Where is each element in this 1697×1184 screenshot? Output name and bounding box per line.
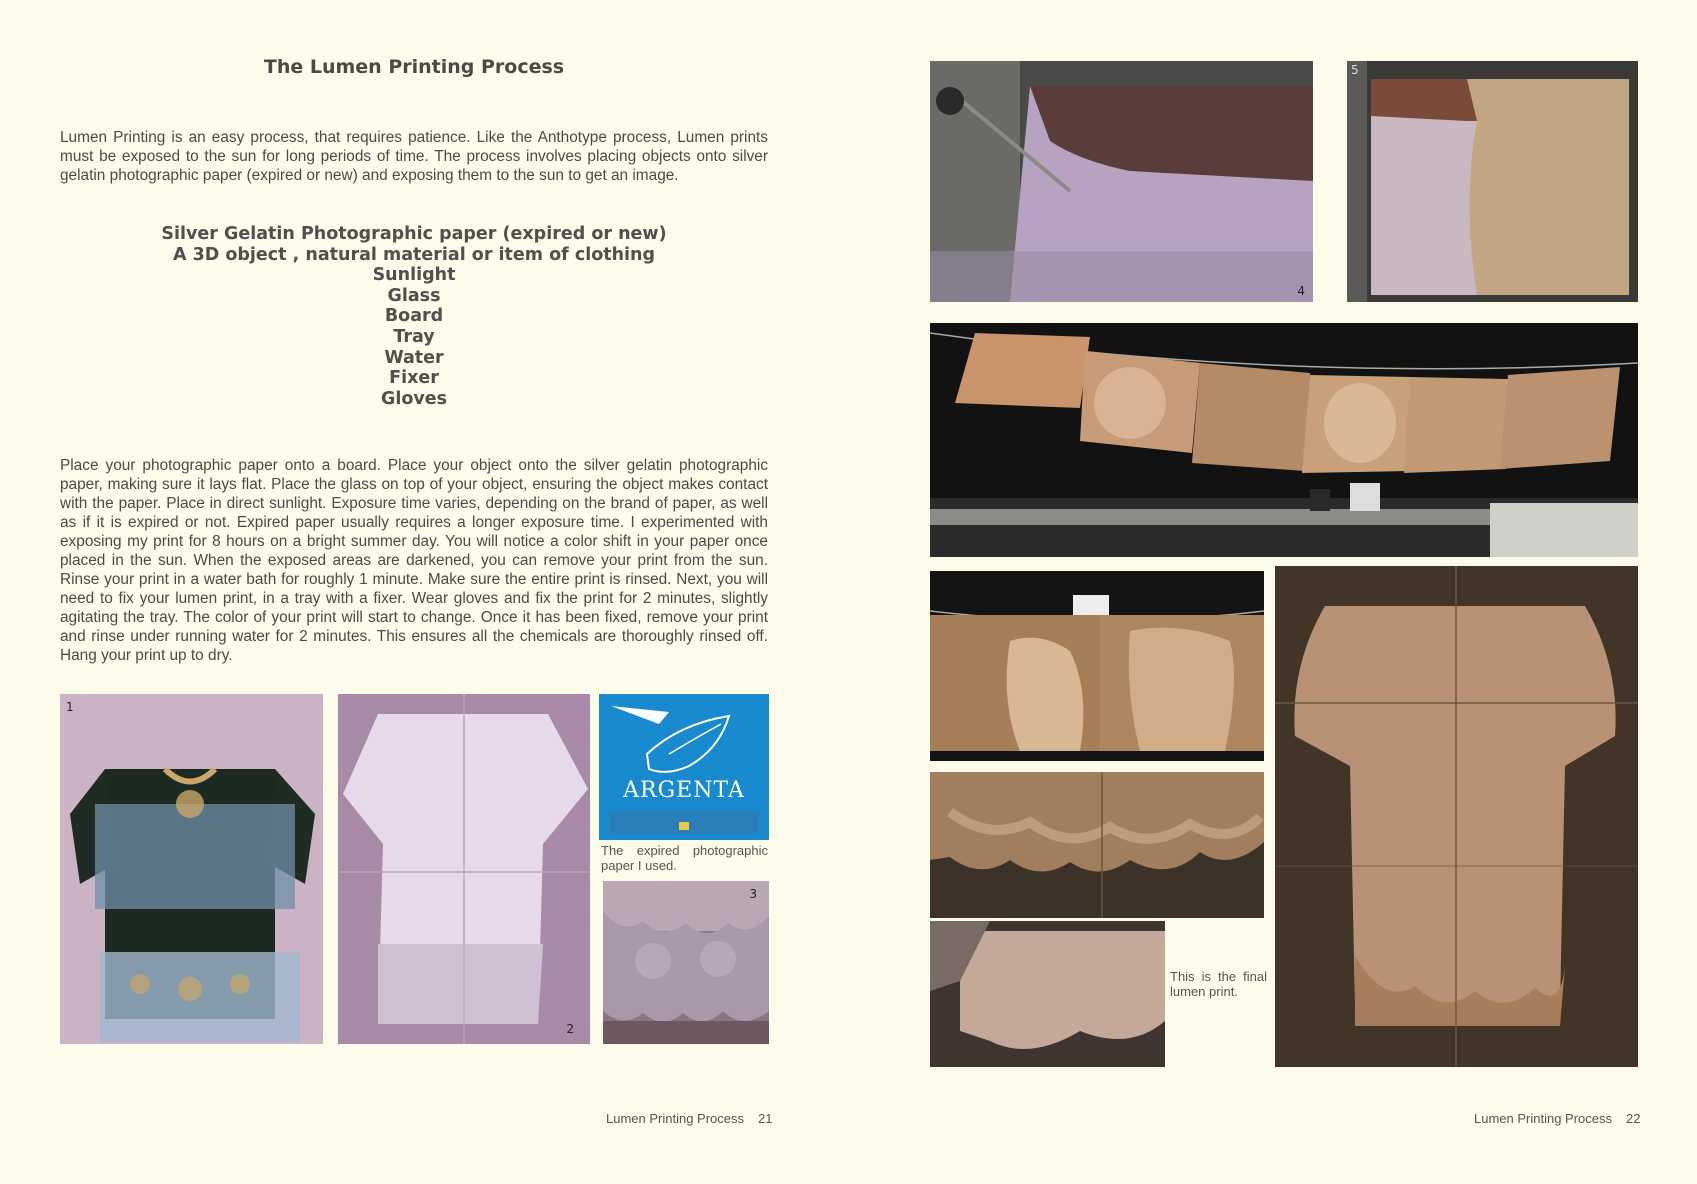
intro-paragraph: Lumen Printing is an easy process, that requires patience. Like the Anthotype process, Lumen prints must be exposed to the sun for long periods of time. The process involves placing objects onto silver gelatin photographic paper (expired or new) and exposing them to the sun to get an image.: [60, 129, 768, 184]
photo-shirt-on-paper: [60, 694, 323, 1044]
final-print-caption: This is the final lumen print.: [1170, 969, 1267, 999]
footer-label: Lumen Printing Process: [606, 1111, 745, 1126]
figure-number: 2: [566, 1022, 574, 1036]
materials-item: Board: [384, 306, 444, 327]
photo-prints-drying: [930, 323, 1638, 557]
photo-two-prints-hanging: [930, 571, 1264, 761]
materials-item: Gloves: [380, 388, 448, 409]
footer-label: Lumen Printing Process: [1474, 1111, 1613, 1126]
photo-final-lumen-print: [1275, 566, 1638, 1067]
materials-item: Silver Gelatin Photographic paper (expired or new): [161, 224, 667, 244]
page-number: 21: [758, 1111, 773, 1126]
materials-item: Tray: [393, 326, 435, 347]
photo-exposed-paper: [338, 694, 590, 1044]
photo-lace-print-detail: [930, 772, 1264, 918]
materials-item: Glass: [387, 285, 441, 306]
materials-item: Water: [384, 347, 444, 368]
figure-number: 5: [1351, 63, 1359, 77]
page-title: The Lumen Printing Process: [263, 56, 565, 78]
figure-number: 1: [66, 700, 74, 714]
page-number: 22: [1626, 1111, 1641, 1126]
photo-argenta-box: [599, 694, 769, 840]
figure-number: 3: [749, 887, 757, 901]
argenta-logo-text: ARGENTA: [623, 778, 745, 803]
footer-left: [606, 1111, 772, 1126]
figure-number: 6: [1600, 531, 1608, 545]
figure-number: 4: [1297, 284, 1305, 298]
materials-list: [60, 224, 768, 409]
argenta-caption: The expired photographic paper I used.: [601, 843, 768, 873]
photo-lace-detail: [603, 881, 769, 1044]
photo-rinsing-print: [930, 61, 1313, 302]
materials-item: A 3D object , natural material or item of clothing: [172, 244, 656, 265]
footer-right: [1474, 1111, 1640, 1126]
photo-print-in-tray: [1347, 61, 1638, 302]
photo-print-corner-detail: [930, 921, 1165, 1067]
materials-item: Sunlight: [372, 265, 456, 286]
materials-item: Fixer: [389, 368, 439, 389]
instructions-paragraph: Place your photographic paper onto a board. Place your object onto the silver gelatin photographic paper, making sure it lays flat. Place the glass on top of your object, ensuring the object makes contact with the paper. Place in direct sunlight. Exposure time varies, depending on the brand of paper, as well as if it is expired or not. Expired paper usually requires a longer exposure time. I experimented with exposing my print for 8 hours on a bright summer day. You will notice a color shift in your paper once placed in the sun. When the exposed areas are darkened, you can remove your print from the sun. Rinse your print in a water bath for roughly 1 minute. Make sure the entire print is rinsed. Next, you will need to fix your lumen print, in a tray with a fixer. Wear gloves and fix the print for 2 minutes, slightly agitating the tray. The color of your print will start to change. Once it has been fixed, remove your print and rinse under running water for 2 minutes. This ensures all the chemicals are thoroughly rinsed off. Hang your print up to dry.: [60, 457, 768, 664]
